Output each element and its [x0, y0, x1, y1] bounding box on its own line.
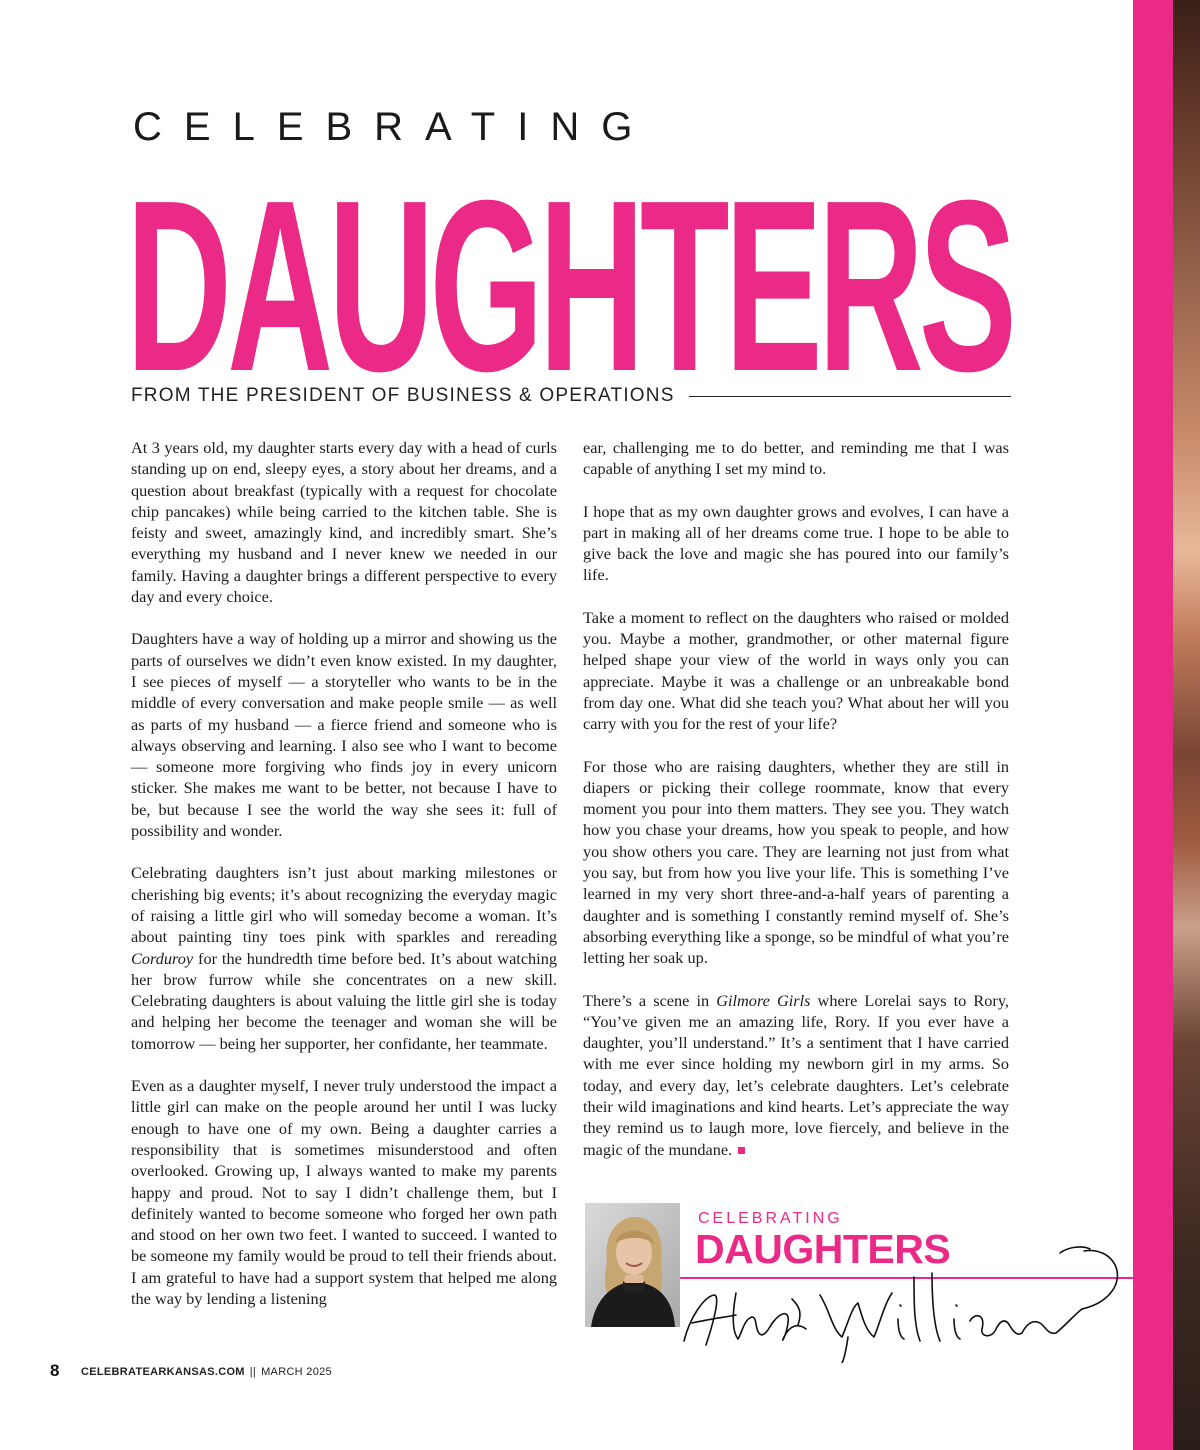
page-footer [81, 1366, 332, 1378]
article-paragraph [131, 862, 557, 1054]
paragraph-text: where Lorelai says to Rory, “You’ve given me an amazing life, Rory. If you ever have a daughter, you’ll understand.” It’s a sentiment that I have carried with me ever since holding my newborn girl in my arms. So today, and every day, let’s celebrate daughters. Let’s celebrate their wild imaginations and kind hearts. Let’s appreciate the way they remind us to laugh more, love fiercely, and believe in the magic of the mundane. [583, 990, 1009, 1159]
paragraph-text: There’s a scene in [583, 990, 717, 1010]
subhead-rule [689, 396, 1011, 397]
subhead-text: FROM THE PRESIDENT OF BUSINESS & OPERATIONS [131, 385, 675, 406]
article-column-right [583, 437, 1009, 1181]
signature-title: DAUGHTERS [695, 1226, 951, 1272]
article-column-left [131, 437, 557, 1330]
show-title: Gilmore Girls [716, 990, 811, 1010]
paragraph-text: Celebrating daughters isn’t just about marking milestones or cherishing big events; it’s about recognizing the everyday magic of raising a little girl who will someday become a woman. It’s about painting tiny toes pink with sparkles and rereading [131, 863, 557, 947]
headline-title [124, 142, 1024, 374]
article-paragraph: I hope that as my own daughter grows and evolves, I can have a part in making all of her dreams come true. I hope to be able to give back the love and magic she has poured into our family’s life. [583, 501, 1009, 585]
footer-issue: MARCH 2025 [261, 1366, 332, 1378]
page-number: 8 [50, 1361, 60, 1380]
article-paragraph: Daughters have a way of holding up a mirror and showing us the parts of ourselves we didn’t even know existed. In my daughter, I see pieces of myself — a storyteller who wants to be in the middle of every conversation and make people smile — as well as parts of my husband — a fierce friend and someone who is always observing and learning. I also see who I want to become — someone more forgiving who finds joy in every unicorn sticker. She makes me want to be better, not because I have to be, but because I see the world the way she sees it: full of possibility and wonder. [131, 629, 557, 841]
subhead [131, 382, 1011, 410]
signature-block [585, 1203, 1133, 1363]
headline-kicker: CELEBRATING [133, 105, 655, 149]
edge-photo-strip [1173, 0, 1200, 1450]
article-paragraph [583, 990, 1009, 1160]
article-paragraph: ear, challenging me to do better, and reminding me that I was capable of anything I set my mind to. [583, 438, 1009, 479]
footer-site: CELEBRATEARKANSAS.COM [81, 1366, 245, 1378]
author-portrait [585, 1203, 680, 1327]
headline-title-text: DAUGHTERS [126, 149, 1012, 374]
book-title: Corduroy [131, 948, 194, 968]
signature-kicker: CELEBRATING [698, 1210, 843, 1227]
paragraph-text: for the hundredth time before bed. It’s about watching her brow furrow while she concentrates on a new skill. Celebrating daughters is about valuing the little girl she is today and helping her become the teenager and woman she will be tomorrow — being her supporter, her confidante, her teammate. [131, 948, 557, 1053]
footer-separator: || [249, 1366, 257, 1378]
handwritten-signature [670, 1233, 1130, 1363]
article-paragraph: Take a moment to reflect on the daughters who raised or molded you. Maybe a mother, grandmother, or other maternal figure helped shape your view of the world in ways only you can appreciate. Maybe it was a challenge or an unbreakable bond from day one. What did she teach you? What about her will you carry with you for the rest of your life? [583, 607, 1009, 734]
end-mark-icon [738, 1147, 745, 1154]
article-paragraph: At 3 years old, my daughter starts every day with a head of curls standing up on end, sleepy eyes, a story about her dreams, and a question about breakfast (typically with a request for chocolate chip pancakes) while being carried to the kitchen table. She is feisty and sweet, amazingly kind, and incredibly smart. She’s everything my husband and I never knew we needed in our family. Having a daughter brings a different perspective to every day and every choice. [131, 438, 557, 607]
article-paragraph: Even as a daughter myself, I never truly understood the impact a little girl can make on the people around her until I was lucky enough to have one of my own. Being a daughter carries a responsibility that is sometimes misunderstood and often overlooked. Growing up, I always wanted to make my parents happy and proud. Not to say I didn’t challenge them, but I definitely wanted to become someone who forged her own path and stood on her own two feet. I wanted to succeed. I wanted to be someone my family would be proud to tell their friends about. I am grateful to have had a support system that helped me along the way by lending a listening [131, 1076, 557, 1308]
article-paragraph: For those who are raising daughters, whether they are still in diapers or picking their college roommate, know that every moment you pour into them matters. They see you. They watch how you chase your dreams, how you speak to people, and how you show others you care. They are learning not just from what you say, but from how you live your life. This is something I’ve learned in my very short three-and-a-half years of parenting a daughter and is something I constantly remind myself of. She’s absorbing everything like a sponge, so be mindful of what you’re letting her soak up. [583, 756, 1009, 968]
pink-edge-bar [1133, 0, 1173, 1450]
